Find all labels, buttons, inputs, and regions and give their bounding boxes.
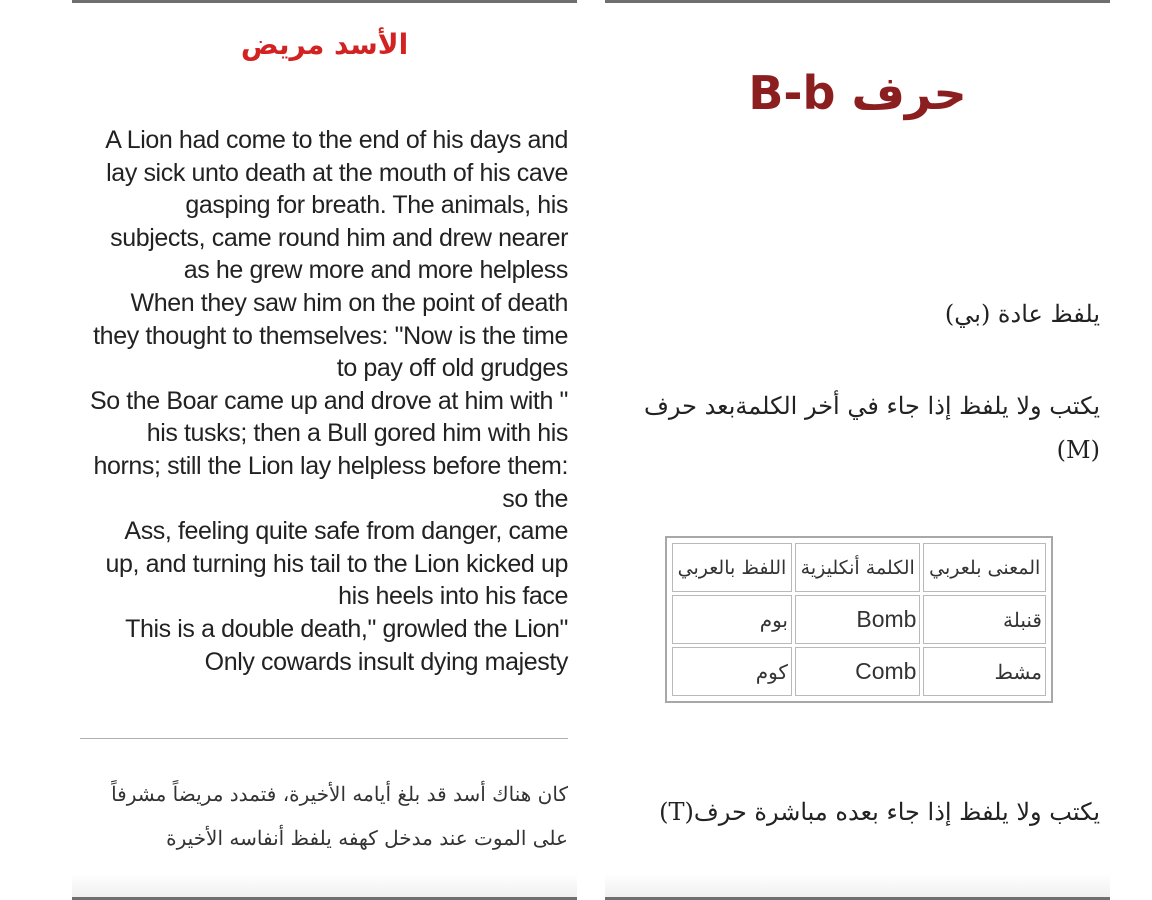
story-screen: [72, 0, 577, 900]
letter-screen: [605, 0, 1110, 900]
table-row: [672, 595, 1046, 644]
letter-title: حرف B-b: [748, 66, 967, 120]
top-divider: [605, 0, 1110, 3]
story-line: gasping for breath. The animals, his: [185, 191, 568, 220]
pronunciation-rule: يلفظ عادة (بي): [944, 300, 1100, 328]
story-line: When they saw him on the point of death: [130, 288, 568, 317]
word-table: [665, 536, 1053, 703]
story-line: to pay off old grudges: [336, 354, 568, 383]
story-line: up, and turning his tail to the Lion kicked up: [105, 549, 568, 578]
story-line: his heels into his face: [338, 582, 568, 611]
story-line: Only cowards insult dying majesty: [204, 647, 568, 676]
story-english-text: [78, 124, 568, 678]
cell-english-word: Bomb: [795, 595, 921, 644]
bottom-bar: [72, 874, 577, 900]
header-arabic-meaning: المعنى بلعربي: [923, 543, 1046, 592]
story-line: his tusks; then a Bull gored him with his: [146, 419, 568, 448]
section-divider: [80, 738, 568, 739]
silent-before-t-rule: يكتب ولا يلفظ إذا جاء بعده مباشرة حرف(T): [659, 798, 1100, 826]
top-divider: [72, 0, 577, 3]
story-line: horns; still the Lion lay helpless before them:: [93, 451, 568, 480]
cell-meaning: مشط: [923, 647, 1046, 696]
cell-pronunciation: بوم: [672, 595, 792, 644]
cell-meaning: قنبلة: [923, 595, 1046, 644]
text-fade: [80, 858, 568, 874]
story-title: الأسد مريض: [240, 28, 409, 61]
story-arabic-line: كان هناك أسد قد بلغ أيامه الأخيرة، فتمدد مريضاً مشرفاً: [111, 782, 568, 806]
story-line: A Lion had come to the end of his days and: [105, 126, 568, 154]
cell-english-word: Comb: [795, 647, 921, 696]
story-line: as he grew more and more helpless: [183, 256, 568, 285]
cell-pronunciation: كوم: [672, 647, 792, 696]
story-line: they thought to themselves: "Now is the time: [93, 321, 568, 350]
story-line: Ass, feeling quite safe from danger, came: [124, 517, 568, 546]
table-row: [672, 647, 1046, 696]
table-header-row: [672, 543, 1046, 592]
silent-after-m-rule: يكتب ولا يلفظ إذا جاء في أخر الكلمةبعد حرف (M): [643, 392, 1100, 464]
header-english-word: الكلمة أنكليزية: [795, 543, 921, 592]
bottom-bar: [605, 874, 1110, 900]
story-arabic-text: [82, 772, 568, 860]
story-line: lay sick unto death at the mouth of his cave: [106, 158, 568, 187]
story-arabic-line: على الموت عند مدخل كهفه يلفظ أنفاسه الأخيرة: [166, 826, 568, 850]
story-line: This is a double death," growled the Lion": [125, 614, 568, 643]
story-line: subjects, came round him and drew nearer: [110, 223, 568, 252]
story-line: so the: [502, 484, 568, 513]
header-arabic-pronunciation: اللفظ بالعربي: [672, 543, 792, 592]
story-line: So the Boar came up and drove at him with ": [89, 386, 568, 415]
